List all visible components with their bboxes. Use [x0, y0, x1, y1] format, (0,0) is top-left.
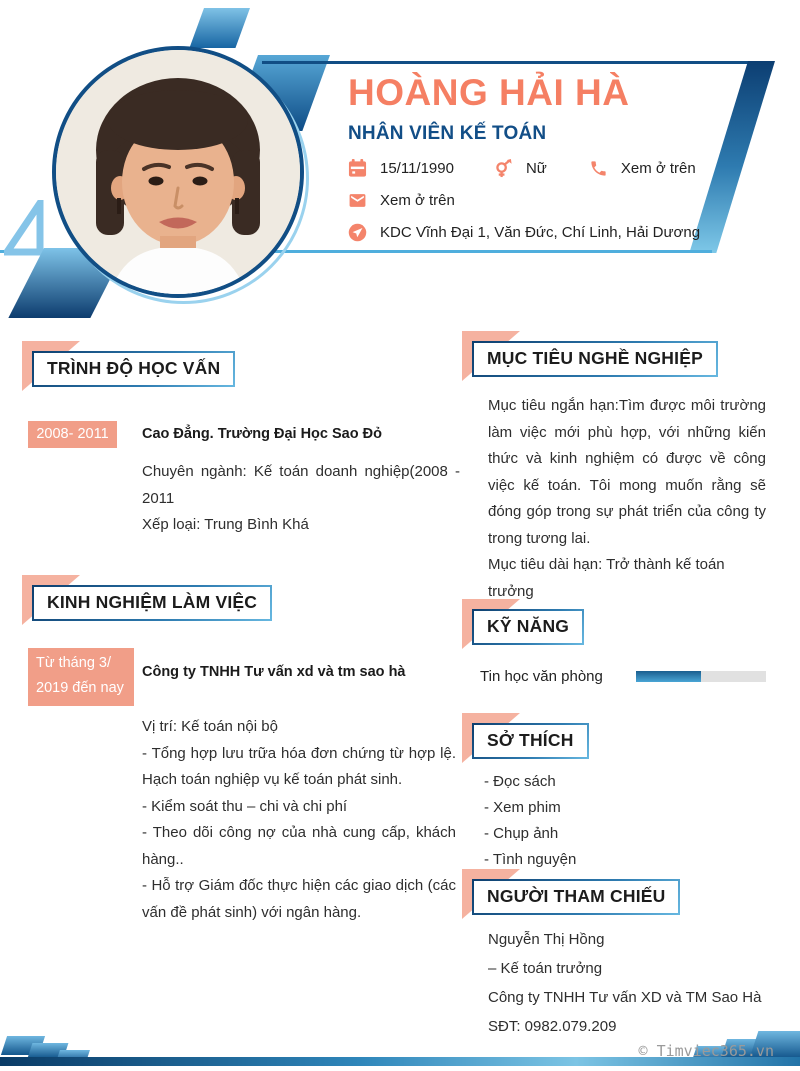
experience-line: - Tổng hợp lưu trữa hóa đơn chứng từ hợp lệ. Hạch toán nghiệp vụ kế toán phát sinh.: [142, 744, 456, 788]
contact-row-2: [348, 191, 455, 210]
email-text: Xem ở trên: [380, 192, 455, 209]
section-hobbies: [472, 723, 589, 759]
experience-period-badge: Từ tháng 3/ 2019 đến nay: [28, 648, 134, 706]
phone-item: [589, 159, 696, 178]
section-heading-experience: KINH NGHIỆM LÀM VIỆC: [32, 585, 272, 621]
header-band-top-line: [262, 61, 764, 64]
gender-item: [494, 159, 547, 178]
hobby-item: - Tình nguyện: [484, 851, 577, 868]
email-item: [348, 191, 455, 210]
email-icon: [348, 191, 367, 210]
experience-line: - Kiểm soát thu – chi và chi phí: [142, 797, 348, 815]
reference-line: Nguyễn Thị Hồng: [488, 931, 605, 948]
dob-item: [348, 159, 454, 178]
education-details: [142, 459, 460, 539]
phone-icon: [589, 159, 608, 178]
phone-text: Xem ở trên: [620, 160, 696, 177]
section-objective: [472, 341, 718, 377]
hobby-item: - Xem phim: [484, 799, 561, 816]
dob-text: 15/11/1990: [380, 160, 454, 177]
calendar-icon: [348, 159, 367, 178]
experience-line: - Hỗ trợ Giám đốc thực hiện các giao dịch (các vấn đề phát sinh) với ngân hàng.: [142, 877, 456, 921]
experience-company: Công ty TNHH Tư vấn xd và tm sao hà: [142, 664, 406, 680]
contact-row-1: [348, 159, 696, 178]
section-heading-objective: MỤC TIÊU NGHỀ NGHIỆP: [472, 341, 718, 377]
section-heading-hobbies: SỞ THÍCH: [472, 723, 589, 759]
experience-details: [142, 714, 456, 926]
skill-row: [480, 668, 766, 685]
objective-long-term: Mục tiêu dài hạn: Trở thành kế toán trưởng: [488, 556, 725, 600]
gender-text: Nữ: [525, 160, 547, 177]
section-heading-references: NGƯỜI THAM CHIẾU: [472, 879, 680, 915]
skill-progress-fill: [636, 671, 701, 682]
experience-line: - Theo dõi công nợ của nhà cung cấp, khách hàng..: [142, 824, 456, 868]
section-skills: [472, 609, 584, 645]
education-school: Cao Đẳng. Trường Đại Học Sao Đỏ: [142, 426, 382, 442]
skill-label: Tin học văn phòng: [480, 668, 603, 685]
brand-watermark: © Timviec365.vn: [638, 1042, 774, 1060]
contact-row-3: [348, 223, 700, 242]
education-line: Xếp loại: Trung Bình Khá: [142, 516, 309, 533]
objective-short-term: Mục tiêu ngắn hạn:Tìm được môi trường làm việc mới phù hợp, với những kiến thức và kinh nghiệm có được về công việc kế toán. Tôi mong muốn rằng sẽ đóng góp trong sự phát triển của công ty trong tương lai.: [488, 397, 766, 547]
person-name: HOÀNG HẢI HÀ: [348, 72, 630, 113]
reference-line: – Kế toán trưởng: [488, 960, 603, 977]
skill-progress-bar: [636, 671, 766, 682]
address-text: KDC Vĩnh Đại 1, Văn Đức, Chí Linh, Hải Dương: [380, 224, 701, 241]
gender-icon: [494, 159, 513, 178]
education-period-badge: 2008- 2011: [28, 421, 117, 448]
section-experience: [32, 585, 272, 621]
decor-parallelogram-top-small: [189, 8, 250, 48]
section-heading-skills: KỸ NĂNG: [472, 609, 584, 645]
header-band-right-slant: [689, 61, 775, 253]
experience-line: Vị trí: Kế toán nội bộ: [142, 718, 278, 735]
education-line: Chuyên ngành: Kế toán doanh nghiệp(2008 - 2011: [142, 463, 460, 507]
job-title: NHÂN VIÊN KẾ TOÁN: [348, 123, 547, 144]
section-references: [472, 879, 680, 915]
address-item: [348, 223, 700, 242]
hobby-item: - Chụp ảnh: [484, 825, 559, 842]
reference-line: Công ty TNHH Tư vấn XD và TM Sao Hà: [488, 989, 762, 1006]
section-heading-education: TRÌNH ĐỘ HỌC VẤN: [32, 351, 235, 387]
hobby-list: [484, 769, 764, 873]
reference-block: [488, 925, 778, 1041]
hobby-item: - Đọc sách: [484, 773, 556, 790]
objective-text: [488, 393, 766, 605]
portrait-illustration: [56, 50, 300, 294]
section-education: [32, 351, 235, 387]
reference-line: SĐT: 0982.079.209: [488, 1018, 617, 1035]
location-icon: [348, 223, 367, 242]
profile-photo: [52, 46, 304, 298]
